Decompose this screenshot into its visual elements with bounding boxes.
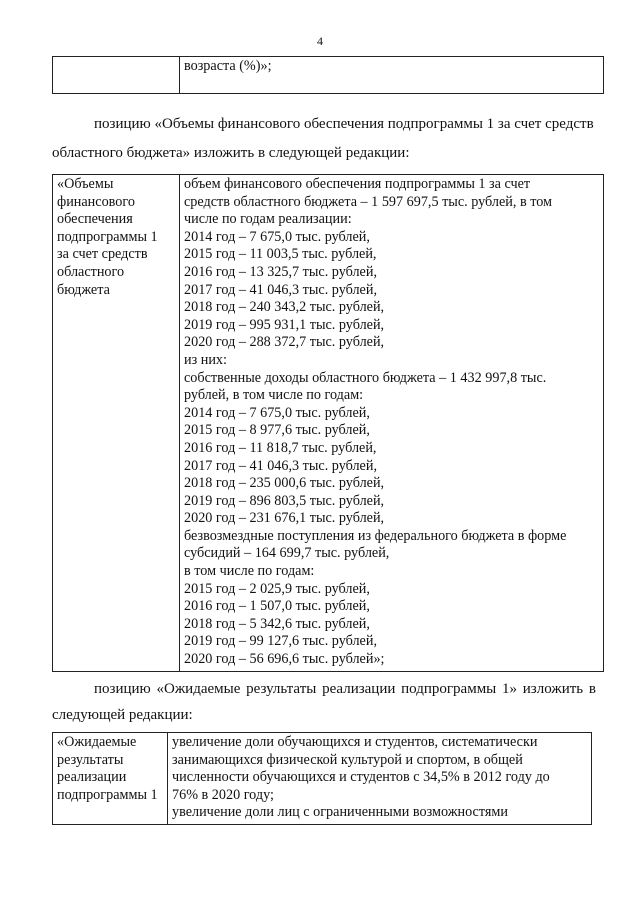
paragraph-1-line-1: позицию «Объемы финансового обеспечения подпрограммы 1 за счет средств bbox=[94, 116, 594, 132]
financing-line: субсидий – 164 699,7 тыс. рублей, bbox=[184, 545, 390, 562]
financing-label-line: обеспечения bbox=[57, 211, 133, 228]
page-number: 4 bbox=[317, 34, 323, 48]
results-label-line: реализации bbox=[57, 769, 127, 786]
financing-line: 2018 год – 5 342,6 тыс. рублей, bbox=[184, 615, 370, 632]
financing-label-line: «Объемы bbox=[57, 176, 114, 192]
results-line: увеличение доли лиц с ограниченными возможностями bbox=[172, 804, 508, 821]
financing-line: 2019 год – 99 127,6 тыс. рублей, bbox=[184, 633, 377, 650]
table-cell-left bbox=[53, 57, 180, 94]
table-row bbox=[53, 733, 592, 825]
financing-line: рублей, в том числе по годам: bbox=[184, 387, 364, 404]
financing-label-line: областного bbox=[57, 263, 125, 280]
table-top-continuation bbox=[52, 56, 604, 94]
financing-line: 2015 год – 8 977,6 тыс. рублей, bbox=[184, 422, 370, 439]
financing-line: числе по годам реализации: bbox=[184, 211, 352, 228]
table-cell-right: возраста (%)»; bbox=[180, 57, 604, 94]
paragraph-1-line-2: областного бюджета» изложить в следующей редакции: bbox=[52, 145, 410, 161]
results-label-line: результаты bbox=[57, 751, 124, 768]
financing-line: из них: bbox=[184, 351, 227, 368]
results-label-cell bbox=[53, 733, 168, 825]
financing-content-cell bbox=[180, 175, 604, 672]
financing-line: 2020 год – 288 372,7 тыс. рублей, bbox=[184, 334, 385, 351]
financing-line: 2014 год – 7 675,0 тыс. рублей, bbox=[184, 228, 370, 245]
financing-line: в том числе по годам: bbox=[184, 563, 315, 580]
financing-label-cell bbox=[53, 175, 180, 672]
results-line: 76% в 2020 году; bbox=[172, 786, 274, 803]
financing-line: собственные доходы областного бюджета – 1 432 997,8 тыс. bbox=[184, 369, 547, 386]
results-content-cell bbox=[168, 733, 592, 825]
financing-line: 2016 год – 1 507,0 тыс. рублей, bbox=[184, 598, 370, 615]
table-financing bbox=[52, 174, 604, 672]
table-results bbox=[52, 732, 592, 825]
financing-line: 2014 год – 7 675,0 тыс. рублей, bbox=[184, 404, 370, 421]
financing-line: 2018 год – 240 343,2 тыс. рублей, bbox=[184, 299, 385, 316]
financing-line: 2015 год – 2 025,9 тыс. рублей, bbox=[184, 580, 370, 597]
financing-line: 2016 год – 11 818,7 тыс. рублей, bbox=[184, 439, 377, 456]
financing-line: средств областного бюджета – 1 597 697,5 тыс. рублей, в том bbox=[184, 193, 553, 210]
financing-line: 2020 год – 231 676,1 тыс. рублей, bbox=[184, 510, 385, 527]
table-row bbox=[53, 57, 604, 94]
paragraph-2-line-2: следующей редакции: bbox=[52, 707, 193, 723]
results-line: занимающихся физической культурой и спортом, в общей bbox=[172, 751, 523, 768]
financing-line: 2016 год – 13 325,7 тыс. рублей, bbox=[184, 263, 377, 280]
table-row bbox=[53, 175, 604, 672]
results-label-line: подпрограммы 1 bbox=[57, 786, 158, 803]
financing-label-line: подпрограммы 1 bbox=[57, 228, 158, 245]
financing-label-line: бюджета bbox=[57, 281, 110, 298]
results-line: увеличение доли обучающихся и студентов, систематически bbox=[172, 734, 538, 750]
financing-line: 2019 год – 995 931,1 тыс. рублей, bbox=[184, 316, 385, 333]
financing-line: объем финансового обеспечения подпрограммы 1 за счет bbox=[184, 176, 531, 192]
results-label-line: «Ожидаемые bbox=[57, 734, 137, 750]
financing-line: 2020 год – 56 696,6 тыс. рублей»; bbox=[184, 651, 385, 668]
financing-line: безвозмездные поступления из федерального бюджета в форме bbox=[184, 527, 567, 544]
results-line: численности обучающихся и студентов с 34,5% в 2012 году до bbox=[172, 769, 550, 786]
financing-label-line: за счет средств bbox=[57, 246, 148, 263]
financing-line: 2015 год – 11 003,5 тыс. рублей, bbox=[184, 246, 377, 263]
financing-line: 2019 год – 896 803,5 тыс. рублей, bbox=[184, 492, 385, 509]
financing-line: 2018 год – 235 000,6 тыс. рублей, bbox=[184, 475, 385, 492]
financing-line: 2017 год – 41 046,3 тыс. рублей, bbox=[184, 281, 377, 298]
financing-label-line: финансового bbox=[57, 193, 135, 210]
paragraph-2-line-1: позицию «Ожидаемые результаты реализации подпрограммы 1» изложить в bbox=[94, 681, 596, 697]
financing-line: 2017 год – 41 046,3 тыс. рублей, bbox=[184, 457, 377, 474]
